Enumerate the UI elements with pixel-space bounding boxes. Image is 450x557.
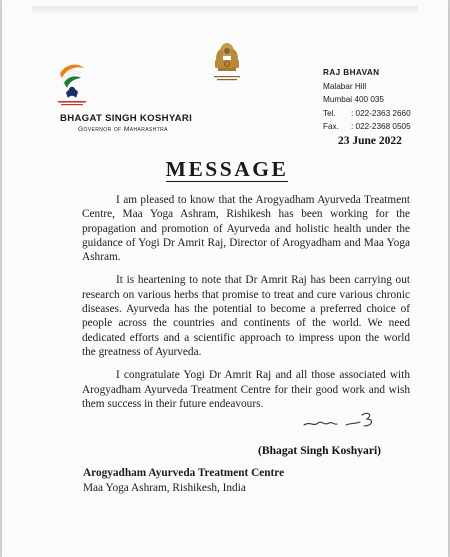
letter-date: 23 June 2022 <box>338 135 402 147</box>
recipient-address: Maa Yoga Ashram, Rishikesh, India <box>83 481 246 494</box>
letter-page <box>2 0 448 557</box>
sender-designation: Governor of Maharashtra <box>78 126 168 133</box>
fax-value: : 022-2368 0505 <box>351 122 411 132</box>
national-flag-logo-icon <box>52 60 92 108</box>
paragraph-2: It is heartening to note that Dr Amrit Raj has been carrying out research on various herbs that promise to treat and cure various chronic diseases. Ayurveda has the potential to become a preferred choice of people across the countries and continents of the world. We need dedicated efforts and a scientific approach to impress upon the world the greatness of Ayurveda. <box>82 274 410 358</box>
address-fax <box>323 120 411 134</box>
signatory-name: (Bhagat Singh Koshyari) <box>258 444 382 457</box>
fax-label: Fax. <box>323 122 339 132</box>
paragraph-3: I congratulate Yogi Dr Amrit Raj and all those associated with Arogyadham Ayurveda Treatment Centre for their good work and wish them success in their future endeavours. <box>82 369 410 410</box>
tel-value: : 022-2363 2660 <box>351 108 411 118</box>
paper-fold <box>32 6 418 14</box>
message-heading-text: MESSAGE <box>165 157 289 181</box>
address-line-3: Mumbai 400 035 <box>323 95 384 105</box>
recipient-block <box>83 466 284 495</box>
tel-label: Tel. <box>323 108 336 118</box>
message-heading <box>2 157 450 182</box>
handwritten-signature-icon <box>302 409 376 431</box>
address-line-1: RAJ BHAVAN <box>323 68 380 77</box>
address-line-2: Malabar Hill <box>323 81 367 91</box>
ashoka-emblem-icon <box>208 38 246 94</box>
message-body <box>82 193 410 420</box>
sender-address <box>323 66 411 134</box>
recipient-organisation: Arogyadham Ayurveda Treatment Centre <box>83 467 285 479</box>
paragraph-1: I am pleased to know that the Arogyadham Ayurveda Treatment Centre, Maa Yoga Ashram, Rishikesh has been working for the propagation and promotion of Ayurveda and holistic health under the guidance of Yogi Dr Amrit Raj, Director of Arogyadham and Maa Yoga Ashram. <box>82 194 410 264</box>
address-tel <box>323 107 411 121</box>
sender-name: BHAGAT SINGH KOSHYARI <box>60 113 193 124</box>
